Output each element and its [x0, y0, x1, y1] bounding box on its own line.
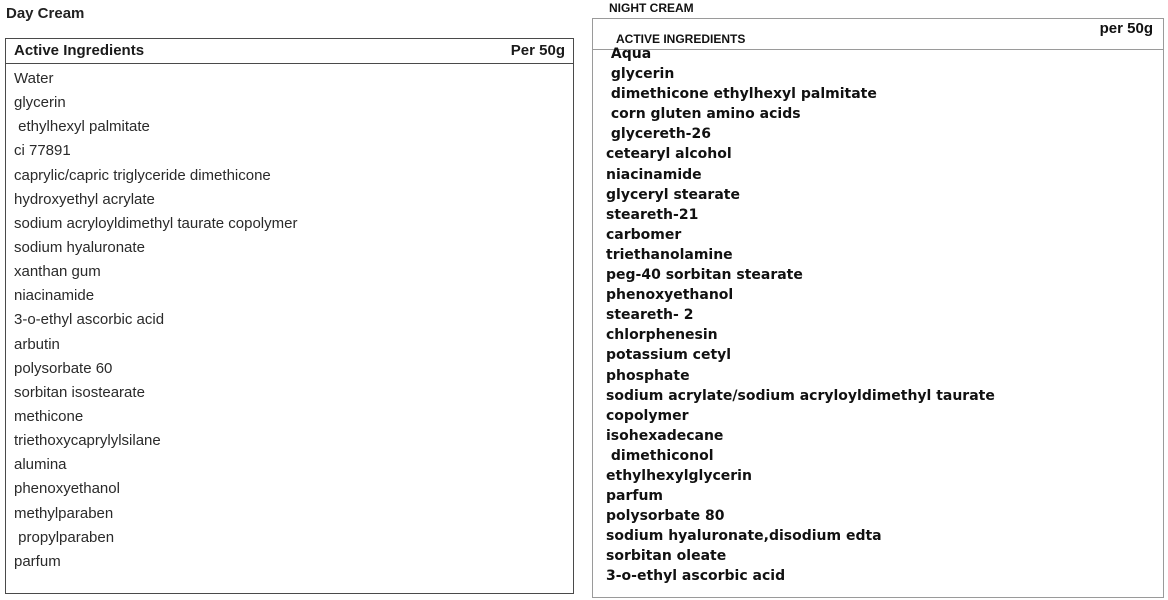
- ingredient-item: glyceryl stearate: [606, 186, 740, 203]
- ingredient-item: isohexadecane: [606, 427, 724, 444]
- ingredient-item: Water: [14, 70, 54, 87]
- ingredient-item: triethanolamine: [606, 246, 733, 263]
- ingredient-item: ci 77891: [14, 142, 71, 160]
- ingredient-item: ethylhexylglycerin: [606, 467, 752, 484]
- ingredient-item: steareth- 2: [606, 307, 694, 324]
- ingredient-item: polysorbate 60: [14, 359, 113, 377]
- ingredient-item: parfum: [14, 552, 61, 570]
- ingredient-item: alumina: [14, 456, 67, 474]
- day-cream-table-header: [6, 39, 573, 64]
- ingredient-item: corn gluten amino acids: [606, 106, 801, 123]
- ingredient-item: potassium cetyl: [606, 347, 732, 364]
- ingredient-item: copolymer: [606, 407, 689, 424]
- ingredient-item: cetearyl alcohol: [606, 146, 732, 163]
- night-cream-ingredient-list: [606, 44, 995, 587]
- ingredient-item: triethoxycaprylylsilane: [14, 432, 161, 450]
- ingredient-item: glycerin: [606, 66, 675, 83]
- ingredient-item: arbutin: [14, 335, 60, 353]
- ingredient-item: dimethicone ethylhexyl palmitate: [606, 86, 877, 103]
- ingredient-item: parfum: [606, 488, 664, 505]
- ingredient-item: sorbitan oleate: [606, 548, 727, 565]
- ingredient-item: phosphate: [606, 367, 690, 384]
- ingredient-item: peg-40 sorbitan stearate: [606, 267, 803, 284]
- ingredient-item: xanthan gum: [14, 263, 101, 281]
- day-cream-header-amount: Per 50g: [510, 42, 565, 59]
- ingredient-item: caprylic/capric triglyceride dimethicone: [14, 166, 271, 184]
- day-cream-ingredient-list: [14, 67, 297, 574]
- ingredient-item: steareth-21: [606, 206, 699, 223]
- ingredient-item: phenoxyethanol: [606, 287, 734, 304]
- ingredient-item: niacinamide: [606, 166, 702, 183]
- night-cream-table: [592, 18, 1164, 598]
- ingredient-item: chlorphenesin: [606, 327, 718, 344]
- night-cream-header-ingredients: ACTIVE INGREDIENTS: [616, 32, 746, 46]
- day-cream-title: Day Cream: [6, 5, 85, 22]
- night-cream-title: NIGHT CREAM: [609, 1, 694, 15]
- ingredient-item: polysorbate 80: [606, 508, 725, 525]
- ingredient-item: sorbitan isostearate: [14, 383, 145, 401]
- ingredient-item: methylparaben: [14, 504, 114, 522]
- ingredient-item: sodium hyaluronate: [14, 238, 145, 256]
- ingredient-item: ethylhexyl palmitate: [14, 118, 150, 136]
- ingredient-item: hydroxyethyl acrylate: [14, 190, 155, 208]
- night-cream-header-amount: per 50g: [1099, 20, 1153, 37]
- ingredient-item: sodium hyaluronate,disodium edta: [606, 528, 882, 545]
- day-cream-table: [5, 38, 574, 594]
- ingredient-item: glycereth-26: [606, 126, 711, 143]
- ingredient-item: phenoxyethanol: [14, 480, 120, 498]
- ingredient-item: niacinamide: [14, 287, 95, 305]
- ingredient-item: sodium acrylate/sodium acryloyldimethyl taurate: [606, 387, 995, 404]
- ingredient-item: Aqua: [606, 46, 652, 62]
- ingredient-item: glycerin: [14, 94, 66, 112]
- ingredient-item: 3-o-ethyl ascorbic acid: [606, 568, 786, 585]
- ingredient-item: propylparaben: [14, 528, 115, 546]
- ingredient-item: sodium acryloyldimethyl taurate copolymer: [14, 214, 298, 232]
- ingredient-item: dimethiconol: [606, 447, 714, 464]
- ingredient-item: methicone: [14, 407, 84, 425]
- day-cream-header-ingredients: Active Ingredients: [14, 42, 145, 59]
- ingredient-item: 3-o-ethyl ascorbic acid: [14, 311, 165, 329]
- ingredient-item: carbomer: [606, 226, 682, 243]
